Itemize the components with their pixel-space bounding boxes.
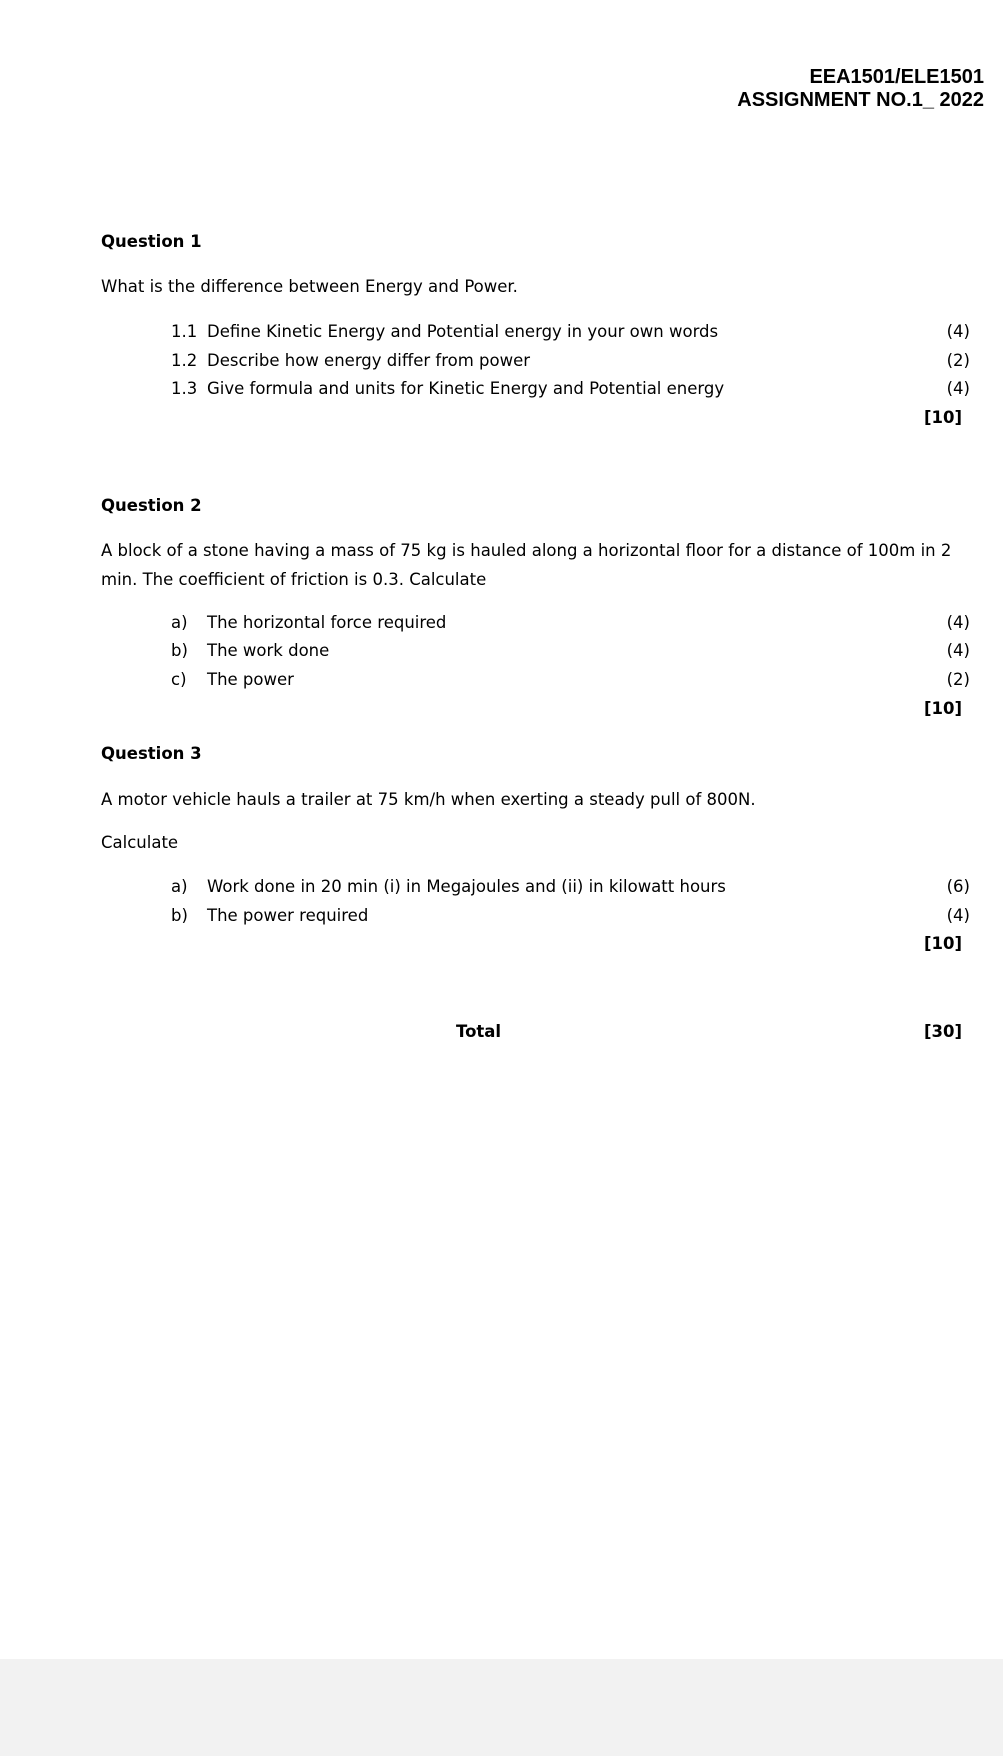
item-text: Give formula and units for Kinetic Energy and Potential energy — [207, 379, 725, 398]
item-mark: (6) — [946, 877, 970, 896]
item-text: The power — [207, 670, 294, 689]
item-text: The power required — [207, 906, 369, 925]
item-mark: (4) — [946, 613, 970, 632]
item-mark: (4) — [946, 906, 970, 925]
item-number: a) — [171, 877, 188, 896]
item-number: 1.3 — [171, 379, 198, 398]
item-text: Describe how energy differ from power — [207, 351, 531, 370]
grand-total-value: [30] — [923, 1022, 962, 1041]
question-3-item — [171, 906, 368, 925]
item-text: Define Kinetic Energy and Potential energy in your own words — [207, 322, 719, 341]
question-3-item — [171, 877, 726, 896]
item-mark: (2) — [946, 670, 970, 689]
grand-total-label: Total — [456, 1022, 502, 1041]
item-number: 1.1 — [171, 322, 198, 341]
question-2-total: [10] — [923, 699, 962, 718]
question-3-intro: A motor vehicle hauls a trailer at 75 km/h when exerting a steady pull of 800N. — [101, 790, 756, 809]
question-1-intro: What is the difference between Energy and Power. — [101, 277, 518, 296]
question-2-item — [171, 641, 329, 660]
item-number: c) — [171, 670, 187, 689]
item-mark: (4) — [946, 322, 970, 341]
question-3-title: Question 3 — [101, 744, 202, 763]
question-3-calculate: Calculate — [101, 833, 179, 852]
question-1-item — [171, 379, 724, 398]
question-1-item — [171, 351, 530, 370]
question-1-item — [171, 322, 718, 341]
assignment-title: ASSIGNMENT NO.1_ 2022 — [737, 89, 984, 111]
item-mark: (4) — [946, 641, 970, 660]
item-mark: (4) — [946, 379, 970, 398]
item-text: Work done in 20 min (i) in Megajoules and (ii) in kilowatt hours — [207, 877, 726, 896]
item-number: b) — [171, 906, 188, 925]
item-number: b) — [171, 641, 188, 660]
question-1-title: Question 1 — [101, 232, 202, 251]
question-2-item — [171, 613, 446, 632]
question-3-total: [10] — [923, 934, 962, 953]
question-2-intro: A block of a stone having a mass of 75 kg is hauled along a horizontal floor for a distance of 100m in 2 min. The coefficient of friction is 0.3. Calculate — [101, 541, 952, 589]
question-1-total: [10] — [923, 408, 962, 427]
question-2-item — [171, 670, 294, 689]
item-number: 1.2 — [171, 351, 198, 370]
item-number: a) — [171, 613, 188, 632]
course-code: EEA1501/ELE1501 — [809, 66, 984, 88]
item-text: The horizontal force required — [207, 613, 447, 632]
item-text: The work done — [207, 641, 330, 660]
document-header — [737, 66, 984, 112]
item-mark: (2) — [946, 351, 970, 370]
question-2-title: Question 2 — [101, 496, 202, 515]
